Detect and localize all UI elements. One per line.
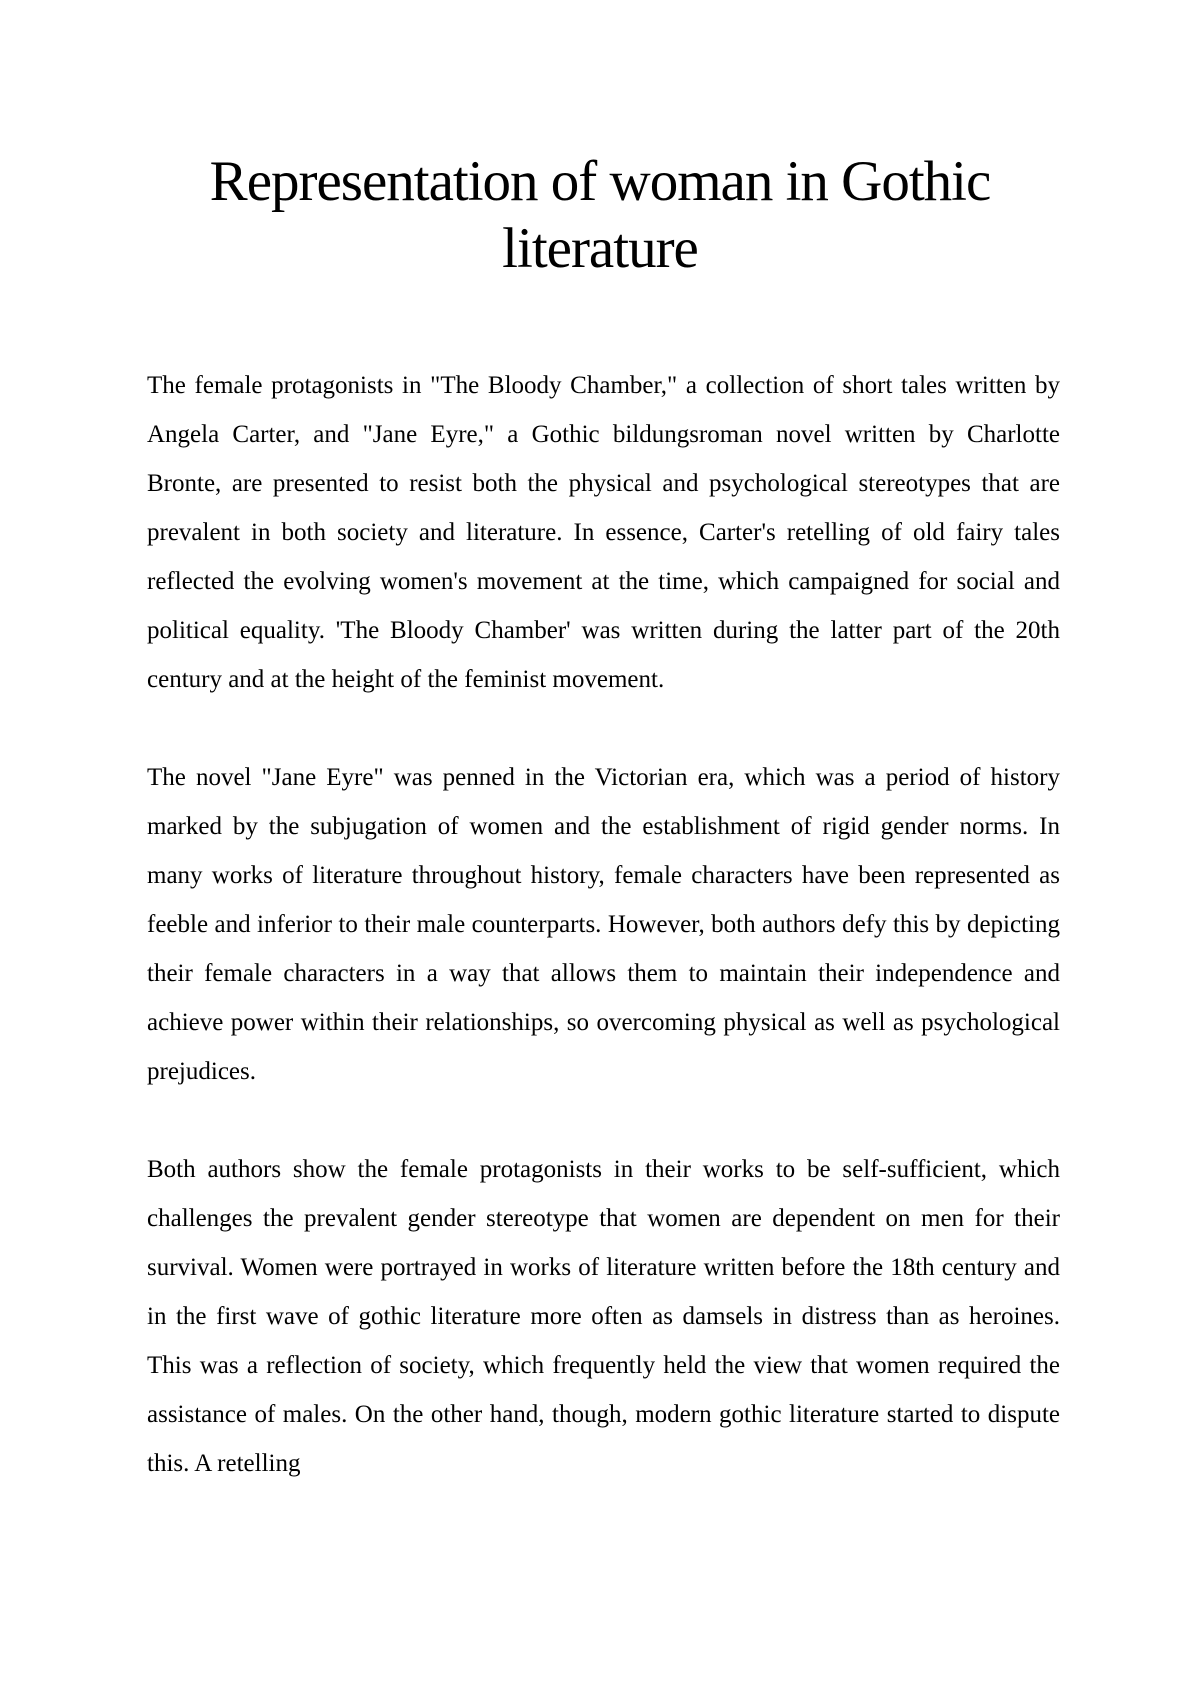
paragraph-1: The female protagonists in "The Bloody Chamber," a collection of short tales written by Angela Carter, and "Jane Eyre," a Gothic bildungsroman novel written by Charlotte Bronte, are presented to resist both the physical and psychological stereotypes that are prevalent in both society and literature. In essence, Carter's retelling of old fairy tales reflected the evolving women's movement at the time, which campaigned for social and political equality. 'The Bloody Chamber' was written during the latter part of the 20th century and at the height of the feminist movement.: [147, 372, 1060, 693]
paragraph-2: The novel "Jane Eyre" was penned in the Victorian era, which was a period of history marked by the subjugation of women and the establishment of rigid gender norms. In many works of literature throughout history, female characters have been represented as feeble and inferior to their male counterparts. However, both authors defy this by depicting their female characters in a way that allows them to maintain their independence and achieve power within their relationships, so overcoming physical as well as psychological prejudices.: [147, 764, 1060, 1085]
document-title: Representation of woman in Gothic literature: [209, 150, 991, 280]
paragraph-3: Both authors show the female protagonists in their works to be self-sufficient, which challenges the prevalent gender stereotype that women are dependent on men for their survival. Women were portrayed in works of literature written before the 18th century and in the first wave of gothic literature more often as damsels in distress than as heroines. This was a reflection of society, which frequently held the view that women required the assistance of males. On the other hand, though, modern gothic literature started to dispute this. A retelling: [147, 1156, 1060, 1477]
